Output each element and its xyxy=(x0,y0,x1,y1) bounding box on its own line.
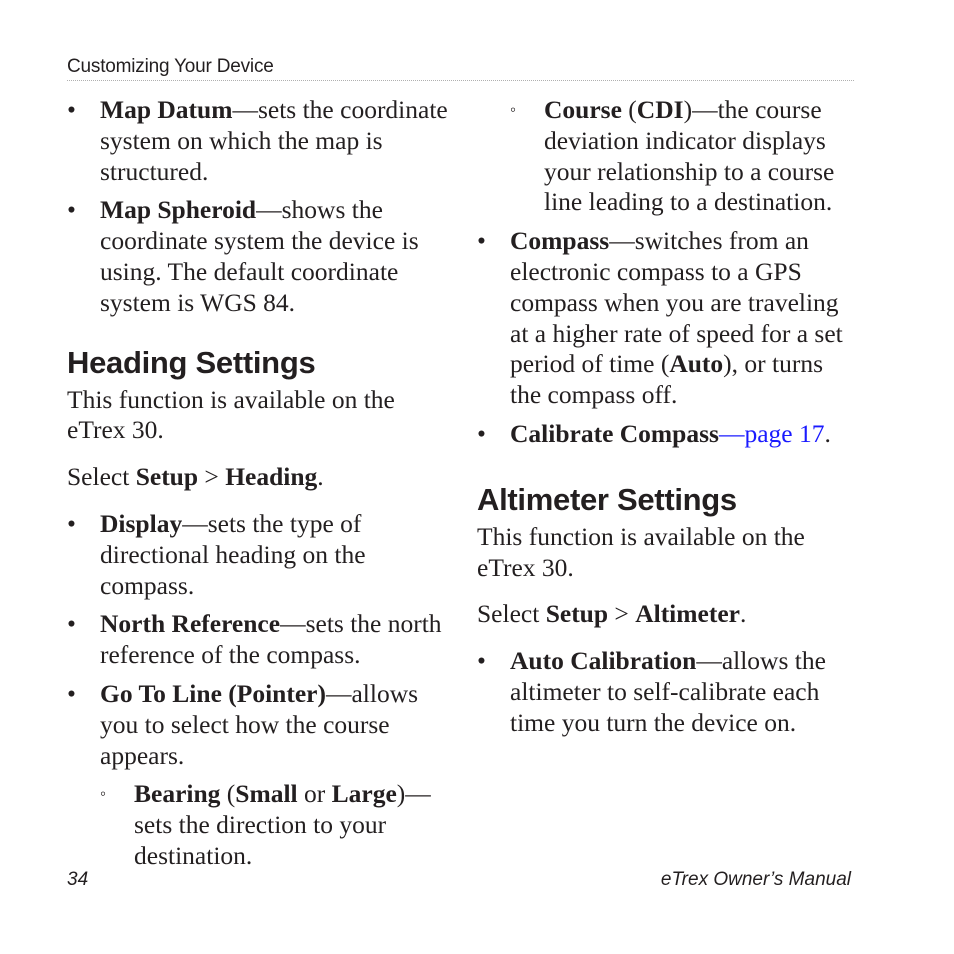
paren-open: ( xyxy=(220,779,236,809)
sub-bullet-icon: ◦ xyxy=(510,100,517,119)
menu-heading: Heading xyxy=(225,462,318,492)
description: —switches from an electronic compass to a GPS compass when you are traveling at a higher rate of speed for a set period of time ( xyxy=(510,226,843,379)
description: —sets the direction to your destination. xyxy=(134,779,431,870)
term: Map Datum xyxy=(100,95,233,124)
menu-setup: Setup xyxy=(135,462,199,492)
manual-title: eTrex Owner’s Manual xyxy=(660,869,851,890)
sub-item-bearing xyxy=(67,779,452,871)
bullet-icon: • xyxy=(67,95,76,124)
sub-item-course xyxy=(477,95,857,218)
term: North Reference xyxy=(100,609,281,639)
section-heading-heading-settings: Heading Settings xyxy=(67,344,316,380)
menu-path xyxy=(67,462,452,493)
menu-path xyxy=(477,599,857,630)
menu-setup: Setup xyxy=(545,599,609,629)
description: —sets the coordinate system on which the map is structured. xyxy=(100,95,448,186)
term: Auto Calibration xyxy=(510,646,697,676)
abbreviation: CDI xyxy=(636,95,684,124)
conjunction: or xyxy=(297,779,332,809)
bullet-icon: • xyxy=(67,195,76,225)
menu-path-prefix: Select xyxy=(477,599,546,629)
list-item-compass xyxy=(477,226,857,411)
left-column xyxy=(67,95,452,880)
list-item-auto-calibration xyxy=(477,646,857,738)
description: —allows you to select how the course appears. xyxy=(100,678,419,770)
bullet-icon: • xyxy=(67,609,76,639)
paren-open: ( xyxy=(621,95,637,124)
menu-path-end: . xyxy=(739,599,747,629)
link-dash: — xyxy=(718,418,745,448)
list-item-map-datum xyxy=(67,95,452,187)
term: Go To Line (Pointer) xyxy=(100,678,326,708)
availability-note: This function is available on the eTrex 30. xyxy=(477,521,805,582)
menu-path-prefix: Select xyxy=(67,462,136,492)
description: —allows the altimeter to self-calibrate each time you turn the device on. xyxy=(510,646,826,737)
list-item-north-reference xyxy=(67,609,452,671)
menu-altimeter: Altimeter xyxy=(635,599,740,629)
page-link[interactable]: page 17 xyxy=(744,418,825,448)
menu-path-end: . xyxy=(317,462,324,492)
term: Map Spheroid xyxy=(100,195,257,225)
sentence-end: . xyxy=(824,418,831,448)
page-number: 34 xyxy=(67,869,89,890)
description: —shows the coordinate system the device is using. The default coordinate system is WGS 84. xyxy=(100,195,419,317)
bullet-icon: • xyxy=(67,678,76,708)
list-item-display xyxy=(67,509,452,601)
paren-close: ) xyxy=(683,95,693,124)
option-large: Large xyxy=(331,779,397,809)
menu-separator: > xyxy=(198,462,226,492)
bullet-icon: • xyxy=(67,508,76,538)
list-item-calibrate-compass xyxy=(477,419,857,450)
description-end: ), or turns the compass off. xyxy=(510,349,824,410)
section-heading-altimeter-settings: Altimeter Settings xyxy=(477,481,737,517)
option-auto: Auto xyxy=(669,349,724,379)
running-head: Customizing Your Device xyxy=(67,56,274,77)
term: Bearing xyxy=(134,779,221,809)
sub-bullet-icon: ◦ xyxy=(100,784,107,804)
bullet-icon: • xyxy=(477,646,486,676)
term: Course xyxy=(544,95,622,124)
description: —sets the type of directional heading on the compass. xyxy=(100,508,366,600)
term: Compass xyxy=(510,226,610,256)
bullet-icon: • xyxy=(477,418,486,448)
bullet-icon: • xyxy=(477,226,486,256)
list-item-map-spheroid xyxy=(67,195,452,318)
menu-separator: > xyxy=(608,599,636,629)
paren-close: ) xyxy=(396,779,406,809)
header-divider xyxy=(67,80,854,81)
list-item-go-to-line xyxy=(67,679,452,771)
description: —the course deviation indicator displays your relationship to a course line leading to a destination. xyxy=(544,95,835,217)
description: —sets the north reference of the compass. xyxy=(100,609,442,670)
option-small: Small xyxy=(235,779,298,809)
term: Calibrate Compass xyxy=(510,418,719,448)
right-column xyxy=(477,95,857,747)
availability-note: This function is available on the eTrex 30. xyxy=(67,384,395,445)
term: Display xyxy=(100,508,183,538)
